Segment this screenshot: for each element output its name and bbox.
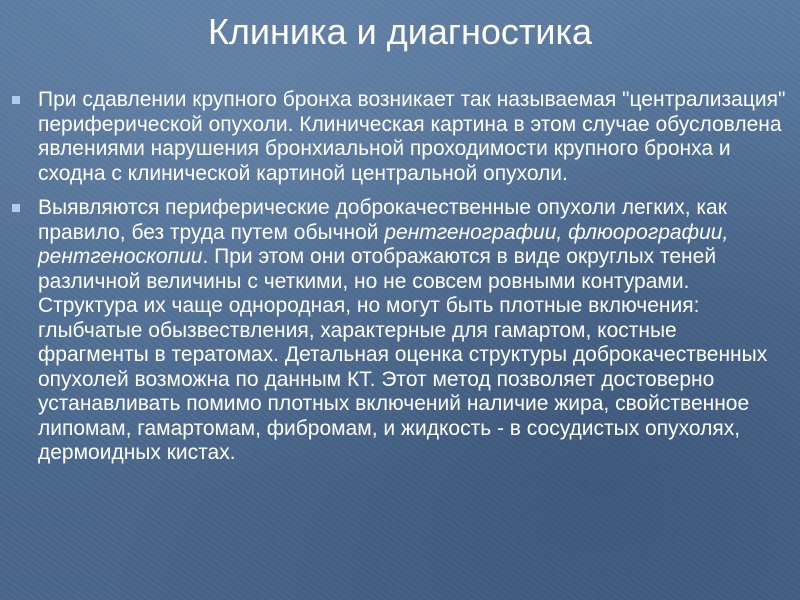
square-bullet-icon	[12, 96, 20, 104]
bullet-text-2-end: . При этом они отображаются в виде округлых теней различной величины с четкими, но не совсем ровными контурами. Структура их чаще однородная, но могут быть плотные включения: глыбчатые обызвествления, характерные для гамартом, костные фрагменты в тератомах. Детальная оценка структуры доброкачественных опухолей возможна по данным КТ. Этот метод позволяет достоверно устанавливать помимо плотных включений наличие жира, свойственное липомам, гамартомам, фибромам, и жидкость - в сосудистых опухолях, дермоидных кистах.	[38, 245, 768, 464]
bullet-list	[0, 88, 800, 476]
slide-title: Клиника и диагностика	[207, 11, 593, 52]
bullet-text-2-start: Выявляются периферические доброкачественные опухоли легких, как правило, без труда путем обычной	[38, 196, 727, 244]
bullet-item-2	[0, 196, 800, 466]
square-bullet-icon	[12, 204, 20, 212]
bullet-text-2-italic-methods: рентгенографии, флюорографии, рентгеноскопии	[38, 220, 729, 268]
bullet-item-1	[0, 88, 800, 186]
bullet-text-1: При сдавлении крупного бронха возникает так называемая "централизация" периферической опухоли. Клиническая картина в этом случае обусловлена явлениями нарушения бронхиальной проходимости крупного бронха и сходна с клинической картиной центральной опухоли.	[38, 88, 786, 185]
